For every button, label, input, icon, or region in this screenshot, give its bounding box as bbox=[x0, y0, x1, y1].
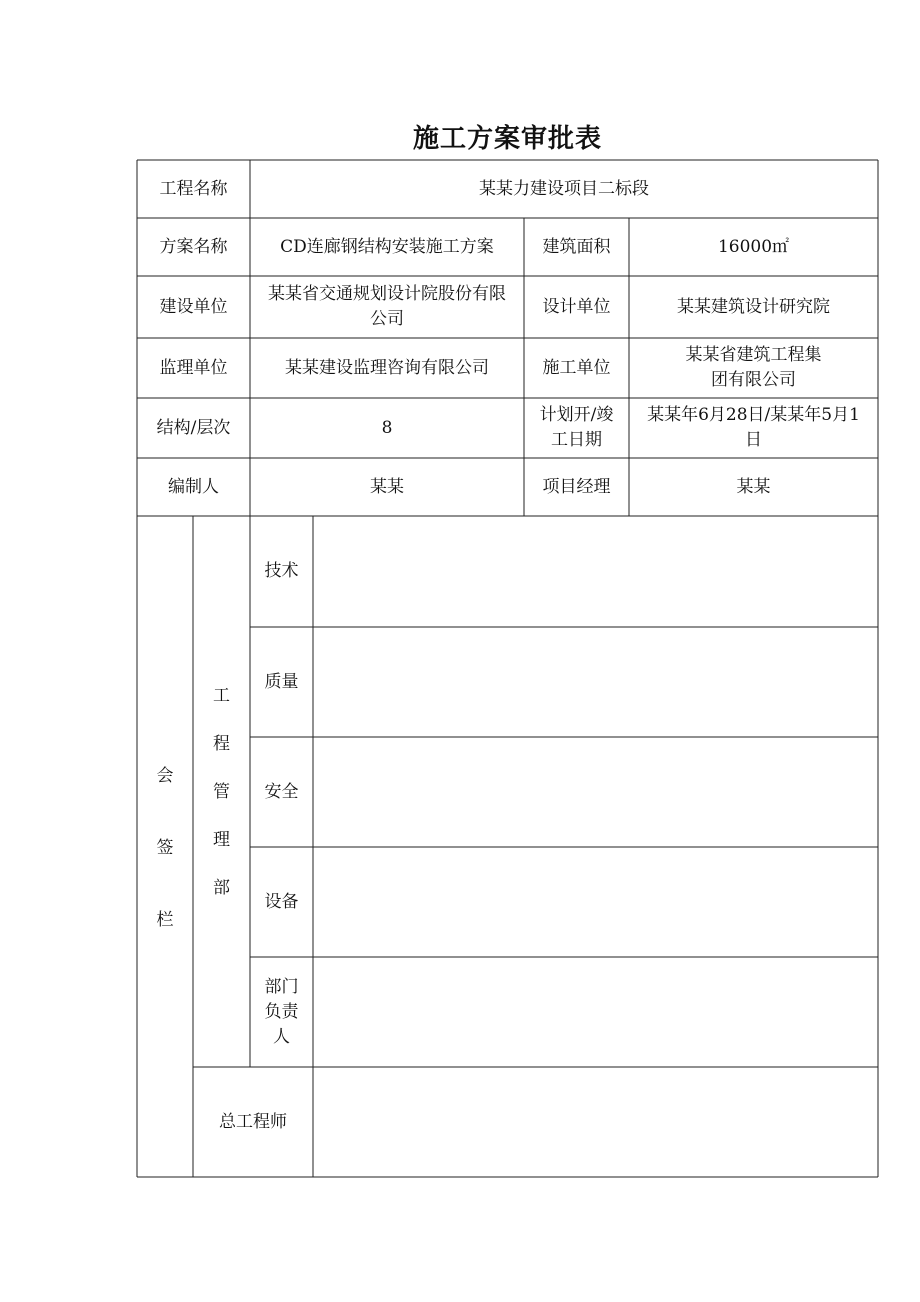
author-value: 某某 bbox=[370, 476, 404, 497]
quality-signature-field[interactable] bbox=[313, 627, 878, 737]
safety-label: 安全 bbox=[264, 781, 299, 802]
safety-signature-field[interactable] bbox=[313, 737, 878, 847]
form-title: 施工方案审批表 bbox=[412, 124, 602, 154]
plan-name-label: 方案名称 bbox=[159, 236, 228, 257]
designer-label: 设计单位 bbox=[542, 296, 611, 317]
equipment-label: 设备 bbox=[264, 891, 299, 912]
supervisor-label: 监理单位 bbox=[159, 357, 228, 378]
countersign-label: 会 签 栏 bbox=[156, 766, 174, 930]
area-label: 建筑面积 bbox=[542, 236, 611, 257]
pm-label: 项目经理 bbox=[542, 476, 611, 497]
engineering-dept-label: 工 程 管 理 部 bbox=[213, 686, 230, 898]
schedule-label: 计划开/竣工日期 bbox=[539, 405, 614, 450]
author-label: 编制人 bbox=[168, 476, 219, 497]
owner-label: 建设单位 bbox=[159, 296, 228, 317]
owner-value: 某某省交通规划设计院股份有限公司 bbox=[268, 284, 506, 329]
quality-label: 质量 bbox=[264, 671, 299, 692]
chief-engineer-signature-field[interactable] bbox=[313, 1067, 878, 1177]
project-name-value: 某某力建设项目二标段 bbox=[479, 178, 649, 199]
tech-label: 技术 bbox=[264, 561, 299, 581]
plan-name-value: CD连廊钢结构安装施工方案 bbox=[280, 236, 494, 257]
contractor-label: 施工单位 bbox=[542, 357, 611, 378]
dept-head-signature-field[interactable] bbox=[313, 957, 878, 1067]
dept-head-label: 部门负责人 bbox=[264, 976, 299, 1047]
designer-value: 某某建筑设计研究院 bbox=[677, 296, 830, 317]
equipment-signature-field[interactable] bbox=[313, 847, 878, 957]
schedule-value: 某某年6月28日/某某年5月1日 bbox=[647, 405, 860, 450]
area-value: 16000㎡ bbox=[717, 236, 790, 257]
structure-label: 结构/层次 bbox=[156, 417, 231, 438]
project-name-label: 工程名称 bbox=[159, 178, 228, 199]
contractor-value: 某某省建筑工程集团有限公司 bbox=[685, 345, 822, 390]
chief-engineer-label: 总工程师 bbox=[219, 1111, 287, 1132]
structure-value: 8 bbox=[381, 417, 393, 438]
supervisor-value: 某某建设监理咨询有限公司 bbox=[285, 357, 489, 378]
pm-value: 某某 bbox=[736, 476, 771, 497]
tech-signature-field[interactable] bbox=[313, 516, 878, 627]
